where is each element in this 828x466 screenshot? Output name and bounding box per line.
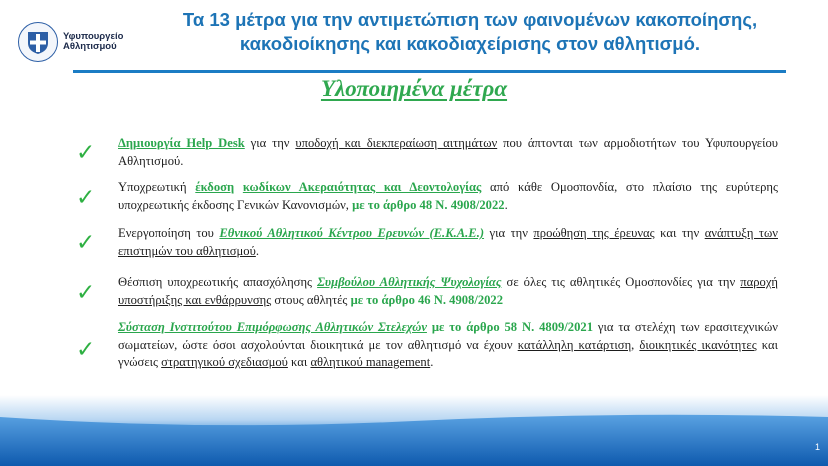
highlighted-phrase: Συμβούλου Αθλητικής Ψυχολογίας [317, 275, 502, 289]
ministry-logo [18, 22, 123, 62]
measure-text [118, 319, 778, 372]
measure-phrase: . [430, 355, 434, 369]
highlighted-phrase: με το άρθρο 58 Ν. 4809/2021 [431, 320, 593, 334]
measure-phrase: από κάθε Ομοσπονδία, στο πλαίσιο της ευρύτερης υποχρεωτικής έκδοσης Γενικών Κανονισμών, [118, 180, 778, 212]
header-divider [73, 70, 786, 73]
highlighted-phrase: υποδοχή και διεκπεραίωση αιτημάτων [295, 136, 498, 150]
section-subtitle: Υλοποιημένα μέτρα [320, 76, 508, 101]
highlighted-phrase: με το άρθρο 48 Ν. 4908/2022 [352, 197, 505, 212]
measure-phrase: για την [244, 136, 296, 150]
measure-phrase: σε όλες τις αθλητικές Ομοσπονδίες για την [501, 275, 741, 289]
greek-emblem-icon [18, 22, 58, 62]
measure-text [118, 225, 778, 260]
measure-phrase: , [631, 337, 640, 352]
highlighted-phrase: προώθηση της έρευνας [533, 226, 655, 240]
measure-phrase: για την [484, 226, 534, 240]
measure-phrase: που άπτονται των αρμοδιοτήτων του Υφυπουργείου Αθλητισμού. [118, 136, 779, 168]
highlighted-phrase: με το άρθρο 46 Ν. 4908/2022 [350, 292, 504, 307]
highlighted-phrase: διοικητικές ικανότητες [639, 337, 757, 352]
check-icon: ✓ [76, 230, 96, 256]
check-icon: ✓ [76, 185, 96, 211]
measure-phrase: . [504, 197, 508, 212]
check-icon: ✓ [76, 140, 96, 166]
highlighted-phrase: Δημιουργία Help Desk [118, 136, 245, 150]
measure-text [118, 179, 778, 214]
measure-phrase: για τα στελέχη των ερασιτεχνικών σωματείων, ώστε όσοι ασχολούνται διοικητικά με τον αθλητισμό να έχουν [118, 320, 778, 352]
highlighted-phrase: παροχή υποστήριξης και ενθάρρυνσης [118, 275, 778, 307]
measure-text [118, 135, 778, 170]
highlighted-phrase: έκδοση [195, 180, 235, 194]
page-number: 1 [814, 442, 820, 452]
measure-phrase: Θέσπιση υποχρεωτικής απασχόλησης [118, 275, 318, 289]
highlighted-phrase: κωδίκων Ακεραιότητας και Δεοντολογίας [242, 180, 482, 194]
title-line-1: Τα 13 μέτρα για την αντιμετώπιση των φαινομένων κακοποίησης, [182, 9, 758, 30]
check-icon: ✓ [76, 280, 96, 306]
measure-phrase: και [287, 355, 311, 369]
highlighted-phrase: στρατηγικού σχεδιασμού [161, 355, 288, 369]
highlighted-phrase: ανάπτυξη των επιστημών του αθλητισμού [118, 226, 778, 258]
check-icon: ✓ [76, 337, 96, 363]
measure-phrase: . [255, 243, 259, 258]
highlighted-phrase: Εθνικού Αθλητικού Κέντρου Ερευνών (Ε.Κ.Α.Ε.) [219, 226, 485, 240]
measure-text [118, 274, 778, 309]
measure-phrase: στους αθλητές [271, 292, 351, 307]
highlighted-phrase: κατάλληλη κατάρτιση [517, 337, 632, 352]
ministry-name [63, 32, 123, 53]
measure-phrase: και την [654, 226, 705, 240]
ministry-line-2: Αθλητισμού [63, 41, 117, 52]
measure-phrase: Ενεργοποίηση του [118, 226, 220, 240]
measure-phrase [234, 180, 243, 194]
ministry-line-1: Υφυπουργείο [63, 30, 124, 42]
measure-phrase: Υποχρεωτική [118, 180, 196, 194]
page-title [140, 8, 800, 56]
measure-phrase: και γνώσεις [118, 337, 779, 369]
highlighted-phrase: αθλητικού management [310, 355, 431, 369]
title-line-2: κακοδιοίκησης και κακοδιαχείρισης στον αθλητισμό. [239, 33, 701, 54]
footer-wave [0, 395, 828, 466]
highlighted-phrase: Σύσταση Ινστιτούτου Επιμόρφωσης Αθλητικών Στελεχών [118, 320, 427, 334]
